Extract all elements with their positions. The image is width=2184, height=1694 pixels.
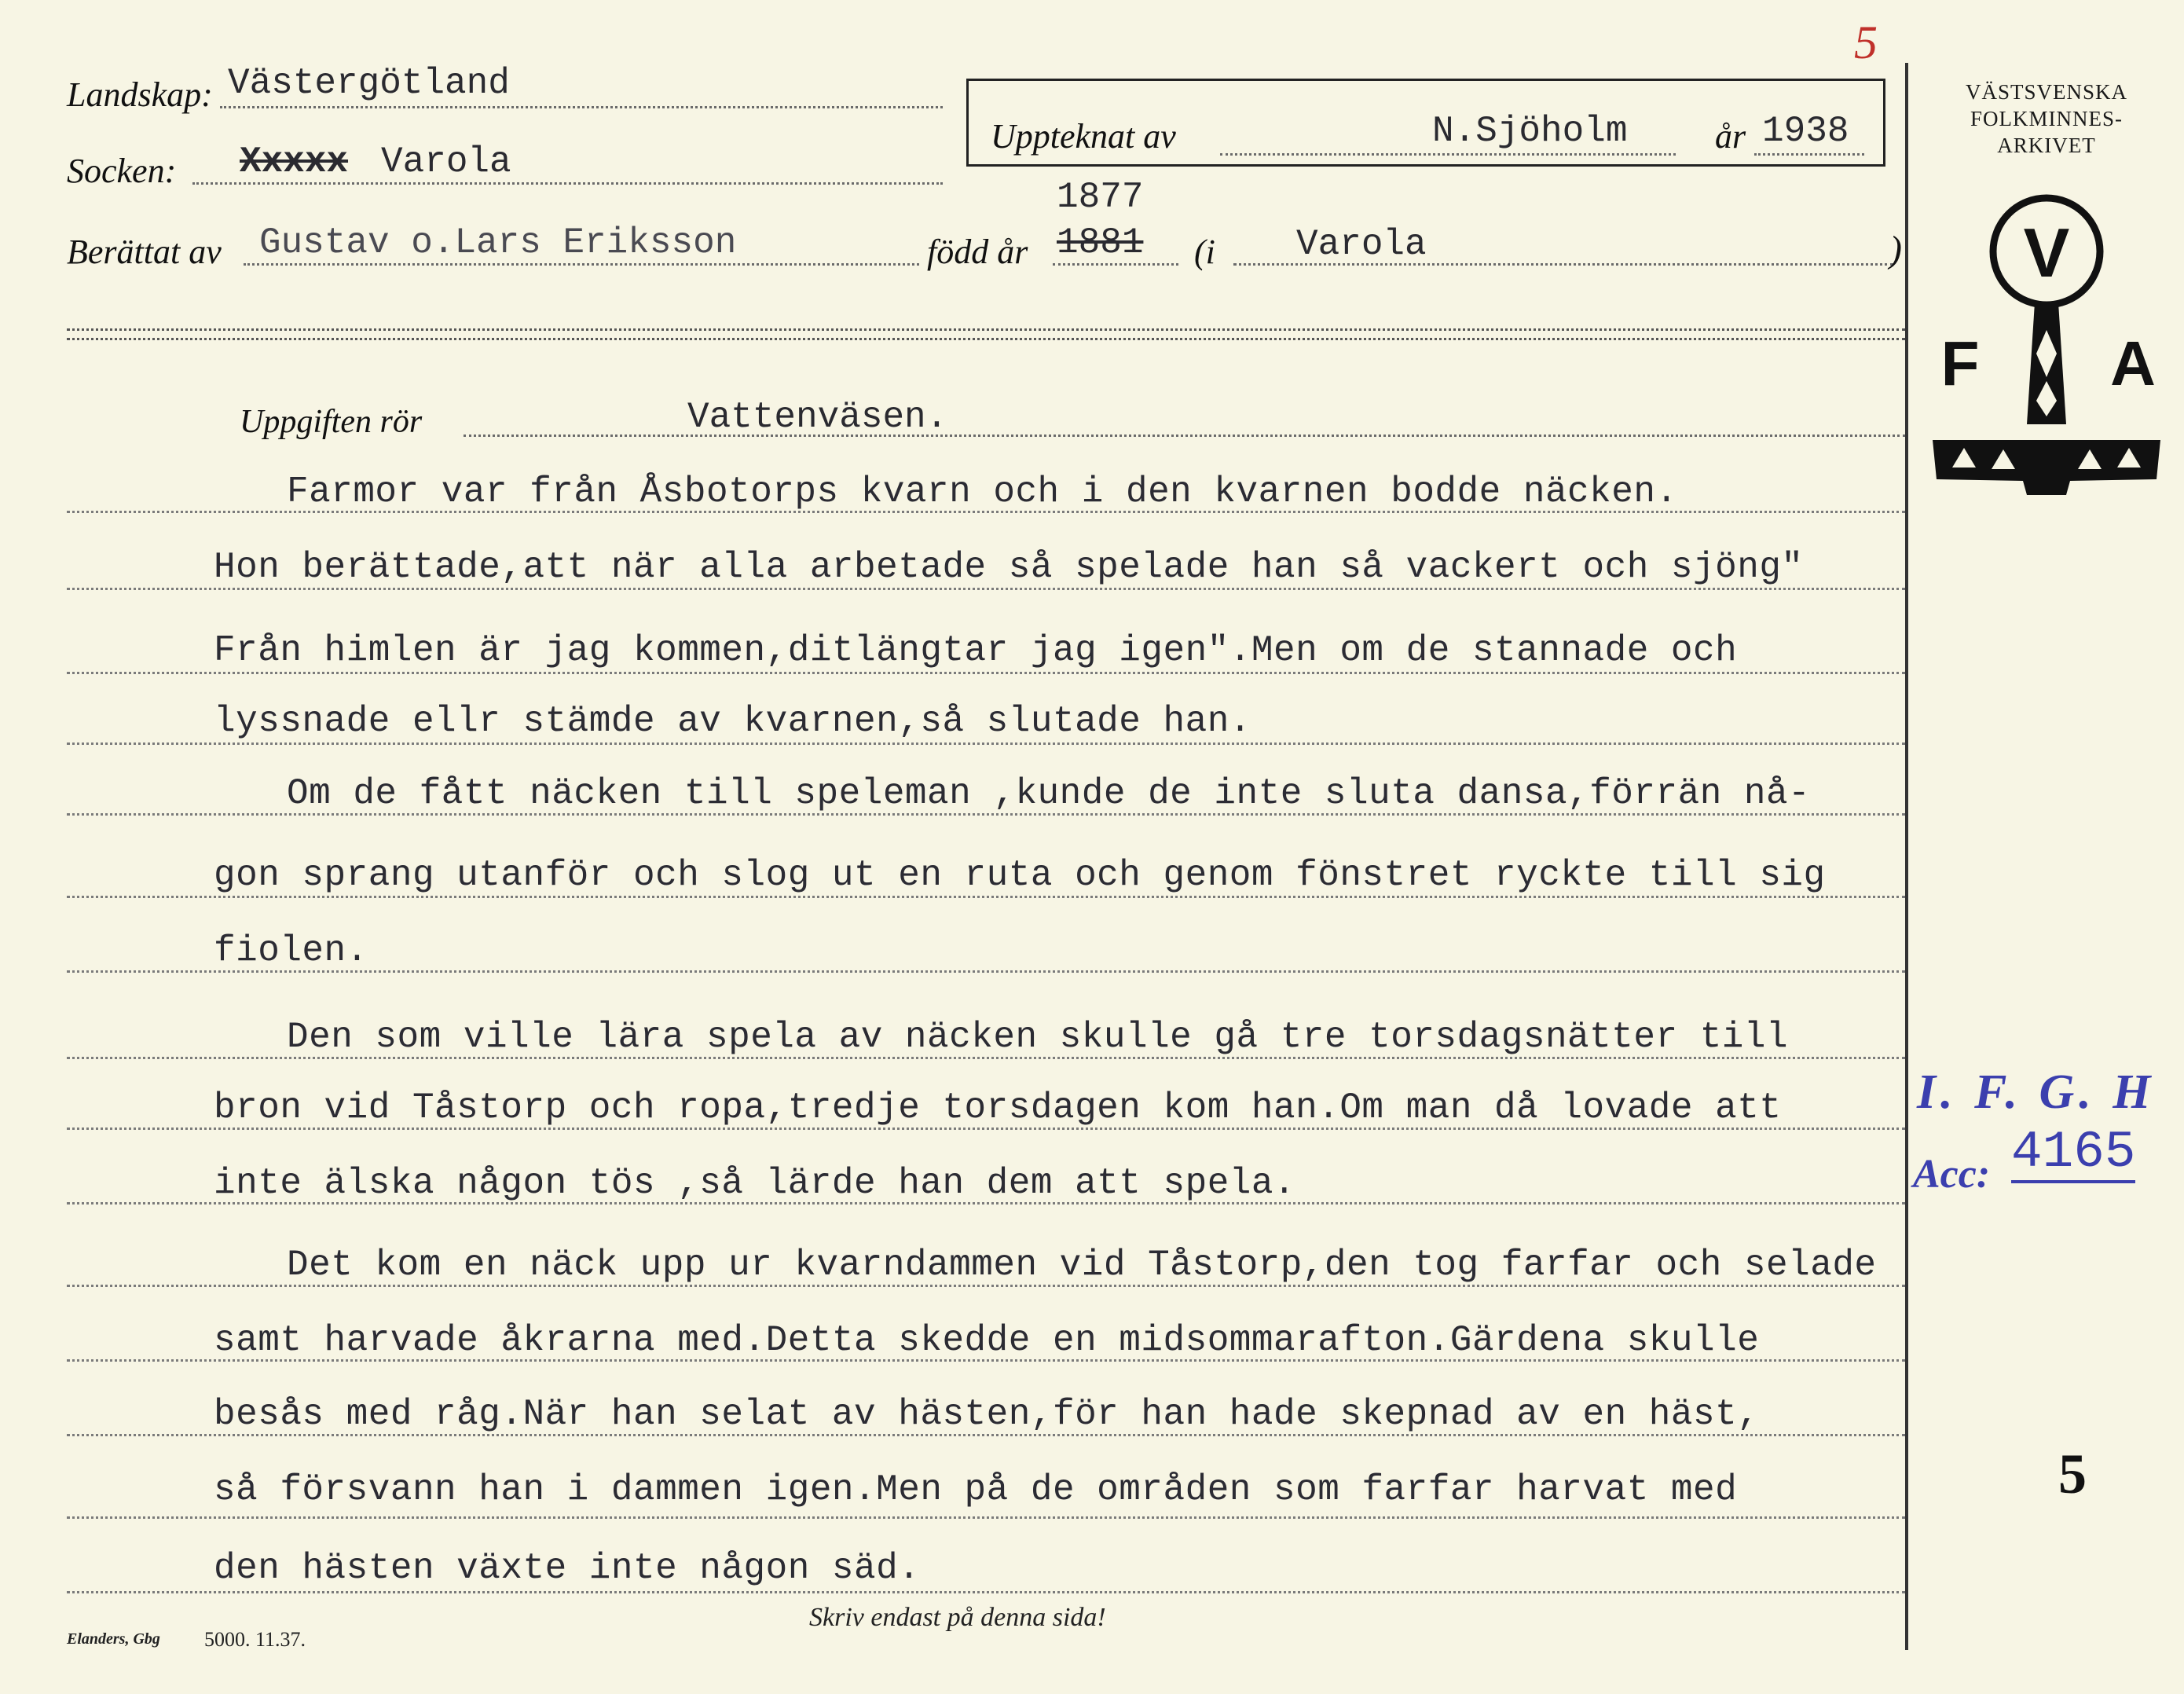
body-line-6: gon sprang utanför och slog ut en ruta och genom fönstret ryckte till sig <box>214 855 1826 896</box>
body-line-15: den hästen växte inte någon säd. <box>214 1548 921 1589</box>
page-number: 5 <box>2058 1443 2087 1505</box>
fodd-dotline <box>1053 263 1178 266</box>
topic-label: Uppgiften rör <box>240 404 423 440</box>
uppteknat-label: Uppteknat av <box>991 117 1176 156</box>
body-rule <box>67 1516 1905 1519</box>
fodd-above-value: 1877 <box>1057 177 1144 218</box>
archive-name <box>1917 79 2176 159</box>
uppteknat-value: N.Sjöholm <box>1432 111 1628 152</box>
fodd-value: 1881 <box>1057 222 1144 263</box>
acc-number: 4165 <box>2011 1123 2136 1182</box>
close-paren: ) <box>1889 229 1902 270</box>
uppteknat-box <box>966 79 1885 167</box>
i-value: Varola <box>1296 224 1427 265</box>
body-line-7: fiolen. <box>214 930 368 971</box>
ifgh-note: I. F. G. H <box>1917 1065 2156 1119</box>
body-rule <box>67 672 1905 674</box>
logo-a-letter: A <box>2110 328 2156 398</box>
berattat-label: Berättat av <box>67 233 222 271</box>
socken-value: Varola <box>381 141 511 182</box>
printer-code: 5000. 11.37. <box>204 1628 306 1651</box>
vertical-divider <box>1905 63 1908 1650</box>
vfa-logo-icon <box>1917 181 2176 503</box>
topic-value: Vattenväsen. <box>687 397 948 438</box>
body-line-2: Hon berättade,att när alla arbetade så spelade han så vackert och sjöng" <box>214 547 1804 588</box>
ar-dotline <box>1754 153 1864 156</box>
landskap-dotline <box>220 106 943 108</box>
body-line-5: Om de fått näcken till speleman ,kunde de inte sluta dansa,förrän nå- <box>287 773 1811 814</box>
landskap-label: Landskap: <box>67 75 213 114</box>
body-line-14: så försvann han i dammen igen.Men på de områden som farfar harvat med <box>214 1469 1738 1510</box>
logo-v-letter: V <box>2023 214 2070 292</box>
ar-label: år <box>1715 117 1746 156</box>
body-line-12: samt harvade åkrarna med.Detta skedde en midsommarafton.Gärdena skulle <box>214 1320 1760 1361</box>
body-line-10: inte älska någon tös ,så lärde han dem att spela. <box>214 1163 1296 1204</box>
body-rule <box>67 742 1905 745</box>
body-line-11: Det kom en näck upp ur kvarndammen vid Tåstorp,den tog farfar och selade <box>287 1245 1877 1285</box>
acc-label: Acc: <box>1913 1152 1991 1197</box>
footer-instruction: Skriv endast på denna sida! <box>809 1603 1106 1632</box>
ar-value: 1938 <box>1762 111 1849 152</box>
body-rule <box>67 1591 1905 1593</box>
archive-line-3: ARKIVET <box>1997 134 2096 157</box>
topic-dotline <box>464 434 1905 437</box>
body-line-8: Den som ville lära spela av näcken skulle gå tre torsdagsnätter till <box>287 1017 1789 1058</box>
landskap-value: Västergötland <box>228 63 510 104</box>
body-line-4: lyssnade ellr stämde av kvarnen,så slutade han. <box>214 701 1251 742</box>
archive-line-2: FOLKMINNES- <box>1970 107 2123 130</box>
fodd-label: född år <box>927 233 1028 271</box>
logo-f-letter: F <box>1940 328 1980 398</box>
body-line-9: bron vid Tåstorp och ropa,tredje torsdagen kom han.Om man då lovade att <box>214 1087 1782 1128</box>
header-rule-bottom <box>67 338 1905 340</box>
header-rule-top <box>67 328 1905 331</box>
body-line-3: Från himlen är jag kommen,ditlängtar jag igen".Men om de stannade och <box>214 630 1738 671</box>
printer-name: Elanders, Gbg <box>67 1630 160 1648</box>
i-dotline <box>1233 263 1893 266</box>
body-rule <box>67 896 1905 898</box>
socken-label: Socken: <box>67 152 177 190</box>
body-line-13: besås med råg.När han selat av hästen,för han hade skepnad av en häst, <box>214 1394 1760 1435</box>
body-line-1: Farmor var från Åsbotorps kvarn och i den kvarnen bodde näcken. <box>287 471 1678 512</box>
i-label: (i <box>1194 233 1215 271</box>
archive-line-1: VÄSTSVENSKA <box>1965 80 2128 104</box>
red-page-mark: 5 <box>1854 16 1878 68</box>
berattat-value: Gustav o.Lars Eriksson <box>259 222 737 263</box>
uppteknat-dotline <box>1220 153 1676 156</box>
socken-struck-text: Xxxxx <box>240 141 349 182</box>
socken-dotline <box>192 182 943 185</box>
berattat-dotline <box>244 263 919 266</box>
body-rule <box>67 588 1905 590</box>
